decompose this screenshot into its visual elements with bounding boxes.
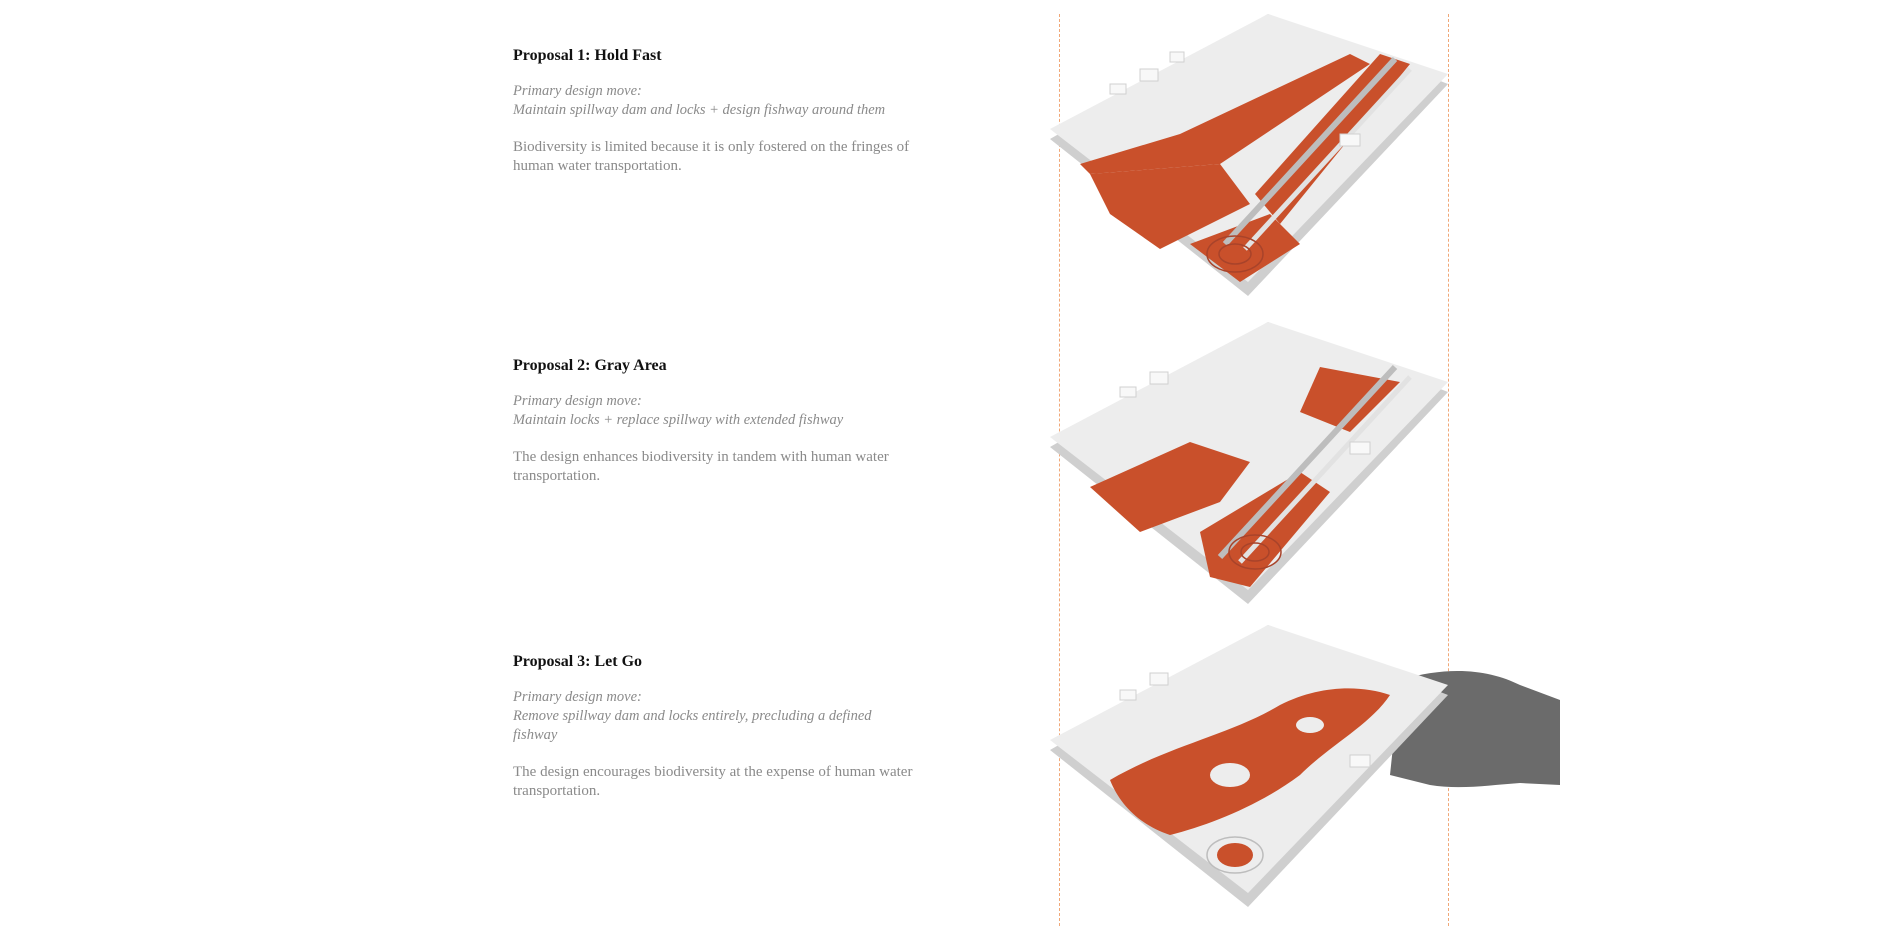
proposal-2-title: Proposal 2: Gray Area xyxy=(513,357,667,374)
proposal-1-design-move xyxy=(513,82,913,120)
proposal-2-model-image xyxy=(1050,322,1450,604)
proposal-2 xyxy=(513,356,913,486)
building-block xyxy=(1350,442,1370,454)
proposal-3 xyxy=(513,652,913,801)
proposal-3-move-label: Primary design move: xyxy=(513,689,642,705)
proposal-3-design-move xyxy=(513,688,913,745)
building-block xyxy=(1150,673,1168,685)
proposal-3-title: Proposal 3: Let Go xyxy=(513,653,643,670)
building-block xyxy=(1120,690,1136,700)
building-block xyxy=(1120,387,1136,397)
proposal-3-move-text: Remove spillway dam and locks entirely, precluding a defined fishway xyxy=(513,708,872,743)
proposal-2-move-text: Maintain locks + replace spillway with extended fishway xyxy=(513,412,844,428)
proposal-2-move-label: Primary design move: xyxy=(513,393,642,409)
proposal-1-move-text: Maintain spillway dam and locks + design fishway around them xyxy=(513,102,886,118)
island xyxy=(1210,763,1250,787)
proposal-2-description: The design enhances biodiversity in tandem with human water transportation. xyxy=(513,449,889,484)
proposal-3-model-image xyxy=(1050,625,1560,927)
water-pool xyxy=(1217,843,1253,867)
building-block xyxy=(1110,84,1126,94)
proposal-1 xyxy=(513,46,913,176)
proposal-3-description: The design encourages biodiversity at the expense of human water transportation. xyxy=(513,764,913,799)
proposal-1-move-label: Primary design move: xyxy=(513,83,642,99)
building-block xyxy=(1350,755,1370,767)
island xyxy=(1296,717,1324,733)
building-block xyxy=(1150,372,1168,384)
proposal-1-title: Proposal 1: Hold Fast xyxy=(513,47,662,64)
proposal-1-model-image xyxy=(1050,14,1450,296)
building-block xyxy=(1340,134,1360,146)
proposal-1-description: Biodiversity is limited because it is only fostered on the fringes of human water transportation. xyxy=(513,139,910,174)
building-block xyxy=(1170,52,1184,62)
proposal-2-design-move xyxy=(513,392,913,430)
building-block xyxy=(1140,69,1158,81)
